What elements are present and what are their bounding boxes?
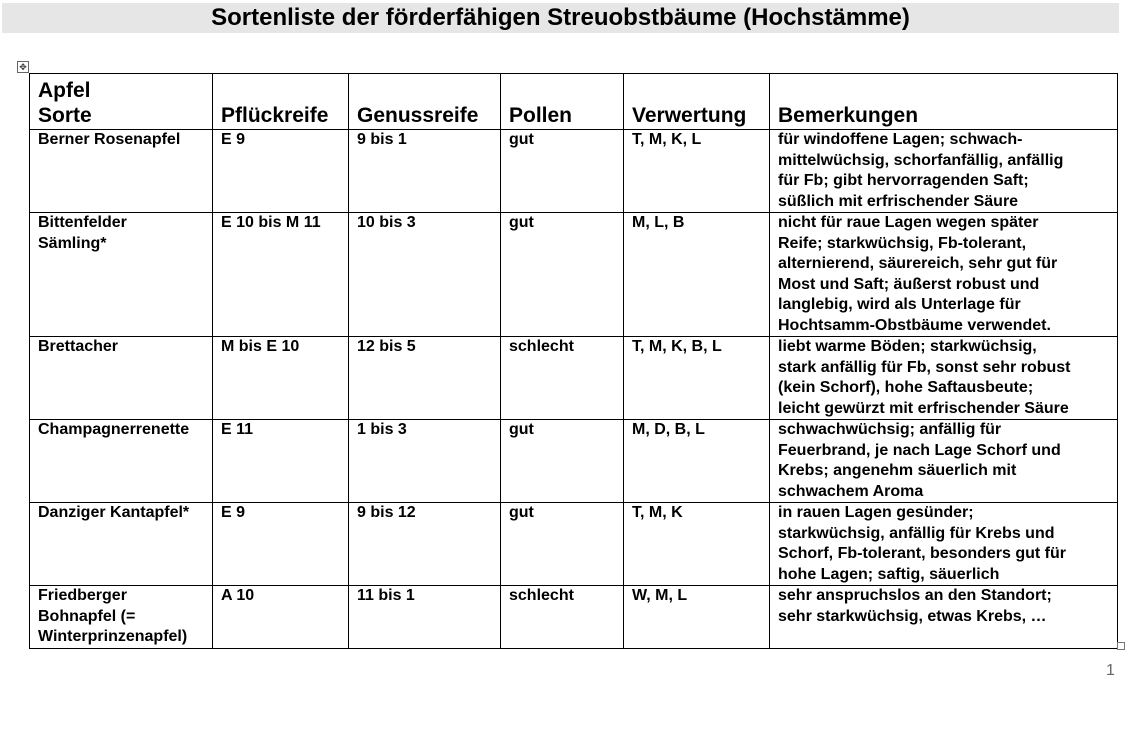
bemerkung-line: (kein Schorf), hohe Saftausbeute; [778,379,1034,396]
sorte-line: Danziger Kantapfel* [38,504,190,521]
cell-verwertung: T, M, K, L [624,130,770,213]
bemerkung-line: stark anfällig für Fb, sonst sehr robust [778,358,1071,376]
sorte-line: Berner Rosenapfel [38,131,181,148]
table-move-handle-icon[interactable]: ✥ [17,61,29,73]
cell-pflueckreife: E 9 [213,130,349,213]
table-row [30,420,1118,503]
cell-sorte [30,130,213,213]
sorte-line: Champagnerrenette [38,421,190,438]
bemerkung-line: Krebs; angenehm säuerlich mit [778,462,1017,479]
cell-pollen: gut [501,503,624,586]
bemerkung-line: hohe Lagen; saftig, säuerlich [778,565,1000,583]
cell-sorte [30,586,213,649]
sorte-line: Friedberger [38,587,127,604]
table-row [30,586,1118,649]
cell-pflueckreife: E 10 bis M 11 [213,213,349,337]
page-number: 1 [1106,662,1115,679]
header-sorte-line1: Apfel [38,79,91,102]
header-row [30,74,1118,130]
header-sorte [30,74,213,130]
table-row [30,213,1118,337]
cell-bemerkungen [770,130,1118,213]
bemerkung-line: süßlich mit erfrischender Säure [778,192,1019,210]
cell-genussreife: 11 bis 1 [349,586,501,649]
bemerkung-line: in rauen Lagen gesünder; [778,504,974,521]
cell-pollen: gut [501,130,624,213]
sorte-line: Brettacher [38,338,119,355]
header-sorte-line2: Sorte [38,104,92,127]
bemerkung-line: Hochtsamm-Obstbäume verwendet. [778,316,1051,334]
table-resize-handle[interactable] [1117,642,1125,650]
cell-sorte [30,503,213,586]
cell-genussreife: 1 bis 3 [349,420,501,503]
bemerkung-line: liebt warme Böden; starkwüchsig, [778,338,1037,355]
cell-bemerkungen [770,420,1118,503]
bemerkung-line: Reife; starkwüchsig, Fb-tolerant, [778,234,1027,252]
cell-verwertung: W, M, L [624,586,770,649]
sorte-line: Winterprinzenapfel) [38,628,188,645]
header-pollen: Pollen [501,74,624,130]
sorte-line: Bittenfelder [38,214,127,231]
bemerkung-line: schwachem Aroma [778,482,924,500]
cell-pollen: schlecht [501,586,624,649]
header-pflueckreife: Pflückreife [213,74,349,130]
bemerkung-line: starkwüchsig, anfällig für Krebs und [778,524,1055,542]
bemerkung-line: sehr anspruchslos an den Standort; [778,587,1052,604]
cell-verwertung: M, D, B, L [624,420,770,503]
cell-pflueckreife: M bis E 10 [213,337,349,420]
cell-verwertung: T, M, K, B, L [624,337,770,420]
title-bar [2,3,1119,33]
cell-sorte [30,420,213,503]
header-genussreife: Genussreife [349,74,501,130]
cell-bemerkungen [770,213,1118,337]
cell-genussreife: 9 bis 12 [349,503,501,586]
sorte-line: Sämling* [38,234,107,252]
cell-bemerkungen [770,337,1118,420]
bemerkung-line: schwachwüchsig; anfällig für [778,421,1002,438]
header-bemerkungen: Bemerkungen [770,74,1118,130]
cell-genussreife: 12 bis 5 [349,337,501,420]
cell-pollen: schlecht [501,337,624,420]
cell-verwertung: T, M, K [624,503,770,586]
cell-pollen: gut [501,420,624,503]
cell-genussreife: 10 bis 3 [349,213,501,337]
bemerkung-line: für Fb; gibt hervorragenden Saft; [778,172,1029,189]
bemerkung-line: alternierend, säurereich, sehr gut für [778,255,1058,272]
table-row [30,337,1118,420]
bemerkung-line: nicht für raue Lagen wegen später [778,214,1039,231]
bemerkung-line: sehr starkwüchsig, etwas Krebs, … [778,607,1047,625]
bemerkung-line: für windoffene Lagen; schwach- [778,131,1023,148]
apple-variety-table [29,73,1118,649]
table-row [30,130,1118,213]
bemerkung-line: langlebig, wird als Unterlage für [778,296,1021,313]
bemerkung-line: mittelwüchsig, schorfanfällig, anfällig [778,151,1064,169]
bemerkung-line: Schorf, Fb-tolerant, besonders gut für [778,545,1067,562]
bemerkung-line: Feuerbrand, je nach Lage Schorf und [778,441,1061,459]
header-verwertung: Verwertung [624,74,770,130]
cell-verwertung: M, L, B [624,213,770,337]
cell-pflueckreife: E 11 [213,420,349,503]
cell-sorte [30,213,213,337]
cell-bemerkungen [770,586,1118,649]
bemerkung-line: leicht gewürzt mit erfrischender Säure [778,399,1069,417]
table-row [30,503,1118,586]
cell-pollen: gut [501,213,624,337]
document-title: Sortenliste der förderfähigen Streuobstbäume (Hochstämme) [211,4,910,31]
cell-pflueckreife: E 9 [213,503,349,586]
cell-genussreife: 9 bis 1 [349,130,501,213]
cell-pflueckreife: A 10 [213,586,349,649]
sorte-line: Bohnapfel (= [38,607,136,625]
cell-sorte [30,337,213,420]
bemerkung-line: Most und Saft; äußerst robust und [778,275,1040,293]
cell-bemerkungen [770,503,1118,586]
